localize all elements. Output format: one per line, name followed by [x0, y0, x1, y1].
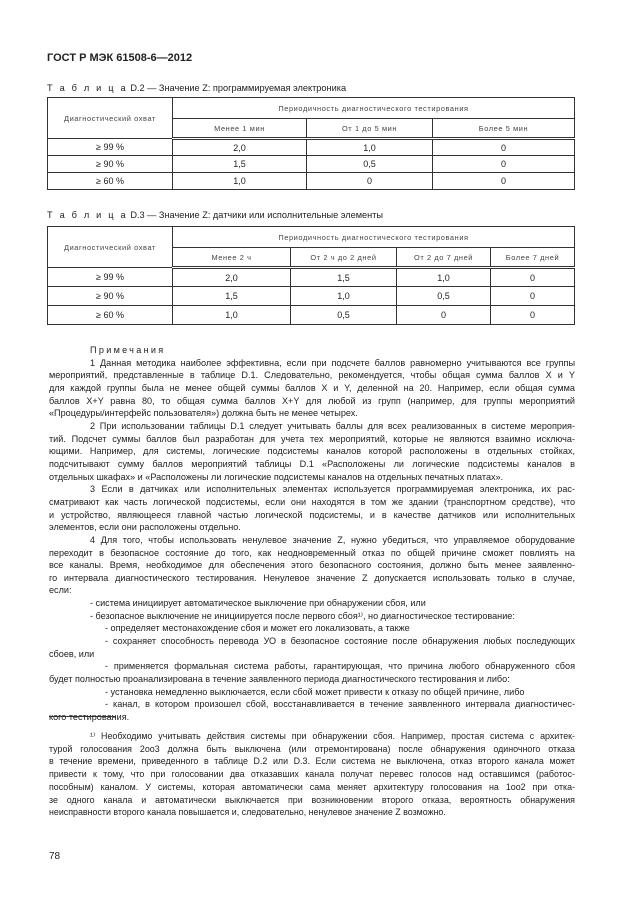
z-value-cell: 1,0 [173, 306, 291, 325]
caption-text: D.3 — Значение Z: датчики или исполнительные элементы [127, 210, 384, 220]
table-row [48, 156, 575, 173]
z-value-cell: 1,0 [291, 287, 397, 306]
subheader: От 2 ч до 2 дней [291, 248, 397, 268]
z-value-cell: 2,0 [173, 268, 291, 287]
table-row [48, 287, 575, 306]
table-row [48, 268, 575, 287]
note-line: «Процедуры/интерфейс пользователя») должна быть не менее четырех. [49, 408, 358, 419]
coverage-cell: ≥ 90 % [48, 156, 173, 173]
table-d2-caption [47, 83, 346, 93]
caption-text: D.2 — Значение Z: программируемая электроника [127, 83, 347, 93]
footnote-line: зе одного канала и автоматически выключается при возникновении второго отказа, вероятность обнаружения [49, 794, 575, 805]
subheader: От 2 до 7 дней [397, 248, 491, 268]
z-value-cell: 0 [433, 173, 575, 190]
z-value-cell: 0 [307, 173, 433, 190]
subheader: От 1 до 5 мин [307, 119, 433, 139]
z-value-cell: 0 [491, 287, 575, 306]
footnote-line: ¹⁾ Необходимо учитывать действия системы при обнаружении сбоя. Например, простая система с архитек- [90, 731, 575, 741]
subheader: Более 7 дней [491, 248, 575, 268]
footnote-line: пособным) каналом. У системы, которая автоматически сама меняет архитектуру голосования на 1oo2 при отка- [49, 781, 575, 792]
note-line: мероприятий, представленные в таблице D.1. Следовательно, рекомендуется, чтобы общая сумма баллов X и Y [49, 370, 575, 381]
footnote-line: в течение времени, приведенного в таблице D.2 или D.3. Если система не выключена, отказ второго канала может [49, 756, 575, 767]
note-line: 2 При использовании таблицы D.1 следует учитывать баллы для всех реализованных в системе мероприя- [90, 420, 575, 431]
subheader: Более 5 мин [433, 119, 575, 139]
footnote-line: турой голосования 2oo3 должна быть выключена (или отремонтирована) после обнаружения одиночного отказа [49, 743, 575, 754]
coverage-cell: ≥ 90 % [48, 287, 173, 306]
table-d3 [47, 226, 575, 325]
table-d2 [47, 97, 575, 190]
note-line: - установка немедленно выключается, если сбой может привести к отказу по общей причине, либо [105, 686, 525, 697]
footnote [49, 730, 575, 819]
table-row [48, 306, 575, 325]
note-line: - безопасное выключение не инициируется после первого сбоя¹⁾, но диагностическое тестирование: [90, 610, 515, 621]
z-value-cell: 2,0 [173, 139, 307, 156]
subheader: Менее 1 мин [173, 119, 307, 139]
z-value-cell: 0,5 [291, 306, 397, 325]
subheader: Менее 2 ч [173, 248, 291, 268]
header-period: Периодичность диагностического тестирования [173, 98, 575, 119]
coverage-cell: ≥ 99 % [48, 139, 173, 156]
note-line: будет полностью проанализирована в течение заявленного периода диагностического тестирования и либо: [49, 674, 510, 685]
header-period: Периодичность диагностического тестирования [173, 227, 575, 248]
footnote-line: привести к тому, что при голосовании два отказавших канала получат перевес голосов над оставшимся (работос- [49, 769, 575, 780]
note-line: ющими. Например, для системы, логические подсистемы каналов которой расположены в отдельных стойках, [49, 446, 575, 457]
note-line: сбоев, или [49, 648, 95, 659]
z-value-cell: 0,5 [307, 156, 433, 173]
note-line: тий. Подсчет суммы баллов был разработан для учета тех мероприятий, которые не являются взаимно исключа- [49, 433, 575, 444]
note-line: 1 Данная методика наиболее эффективна, если при подсчете баллов равномерно учитываются все группы [90, 357, 575, 368]
coverage-cell: ≥ 99 % [48, 268, 173, 287]
z-value-cell: 1,5 [173, 156, 307, 173]
note-line: - определяет местонахождение сбоя и может его локализовать, а также [105, 623, 410, 634]
z-value-cell: 0 [491, 306, 575, 325]
header-coverage: Диагностический охват [48, 227, 173, 268]
note-line: - применяется формальная система работы, гарантирующая, что причина любого обнаруженного сбоя [105, 661, 575, 672]
note-line: все каналы. Время, необходимое для обеспечения этого безопасного состояния, должно быть менее заявленно- [49, 560, 575, 571]
footnote-line: неисправности второго канала повышается и, следовательно, ненулевое значение Z возможно. [49, 807, 446, 818]
table-row [48, 173, 575, 190]
note-line: баллов X+Y равна 80, то общая сумма баллов X+Y для любой из групп (например, для группы мероприятий [49, 395, 575, 406]
document-header: ГОСТ Р МЭК 61508-6—2012 [47, 52, 193, 64]
caption-prefix: Т а б л и ц а [47, 83, 128, 93]
note-line: - сохраняет способность перевода УО в безопасное состояние после обнаружения любых последующих [105, 636, 575, 647]
page-number: 78 [49, 851, 61, 862]
z-value-cell: 0 [491, 268, 575, 287]
note-line: отдельных шкафах» и «Расположены ли логические подсистемы каналов на отдельных печатных платах». [49, 471, 504, 482]
coverage-cell: ≥ 60 % [48, 173, 173, 190]
coverage-cell: ≥ 60 % [48, 306, 173, 325]
note-line: элементов, если они расположены отдельно. [49, 522, 241, 533]
z-value-cell: 0,5 [397, 287, 491, 306]
note-line: го интервала диагностического тестирования. Ненулевое значение Z допускается использовать только в случае, [49, 572, 575, 583]
header-coverage: Диагностический охват [48, 98, 173, 139]
z-value-cell: 1,0 [397, 268, 491, 287]
z-value-cell: 0 [397, 306, 491, 325]
notes-title: Примечания [90, 345, 166, 355]
note-line: - канал, в котором произошел сбой, восстанавливается в течение заявленного интервала диагностичес- [105, 699, 575, 710]
notes-section [49, 344, 575, 724]
z-value-cell: 1,5 [173, 287, 291, 306]
note-line: 4 Для того, чтобы использовать ненулевое значение Z, нужно убедиться, что управляемое оборудование [90, 534, 575, 545]
note-line: кого тестирования. [49, 712, 130, 723]
note-line: подсчитывают сумму баллов мероприятий таблицы D.1 «Расположены ли логические подсистемы каналов в [49, 458, 575, 469]
table-d3-caption [47, 210, 383, 220]
note-line: если: [49, 585, 72, 596]
z-value-cell: 0 [433, 156, 575, 173]
footnote-divider [49, 716, 116, 717]
note-line: для каждой группы была не менее общей суммы баллов X и Y, деленной на 20. Например, если общая сумма [49, 382, 575, 393]
z-value-cell: 1,0 [307, 139, 433, 156]
z-value-cell: 1,0 [173, 173, 307, 190]
caption-prefix: Т а б л и ц а [47, 210, 128, 220]
table-row [48, 139, 575, 156]
z-value-cell: 0 [433, 139, 575, 156]
note-line: и устройство, являющееся главной частью логической подсистемы, и в качестве датчиков или исполнительных [49, 509, 575, 520]
z-value-cell: 1,5 [291, 268, 397, 287]
note-line: - система инициирует автоматическое выключение при обнаружении сбоя, или [90, 598, 426, 609]
note-line: сматривают как часть логической подсистемы, если они находятся в том же здании (транспортном средстве), что [49, 496, 575, 507]
note-line: 3 Если в датчиках или исполнительных элементах используется программируемая электроника, их рас- [90, 484, 575, 495]
note-line: переходит в безопасное состояние до того, как неодновременный отказ по общей причине сможет повлиять на [49, 547, 575, 558]
